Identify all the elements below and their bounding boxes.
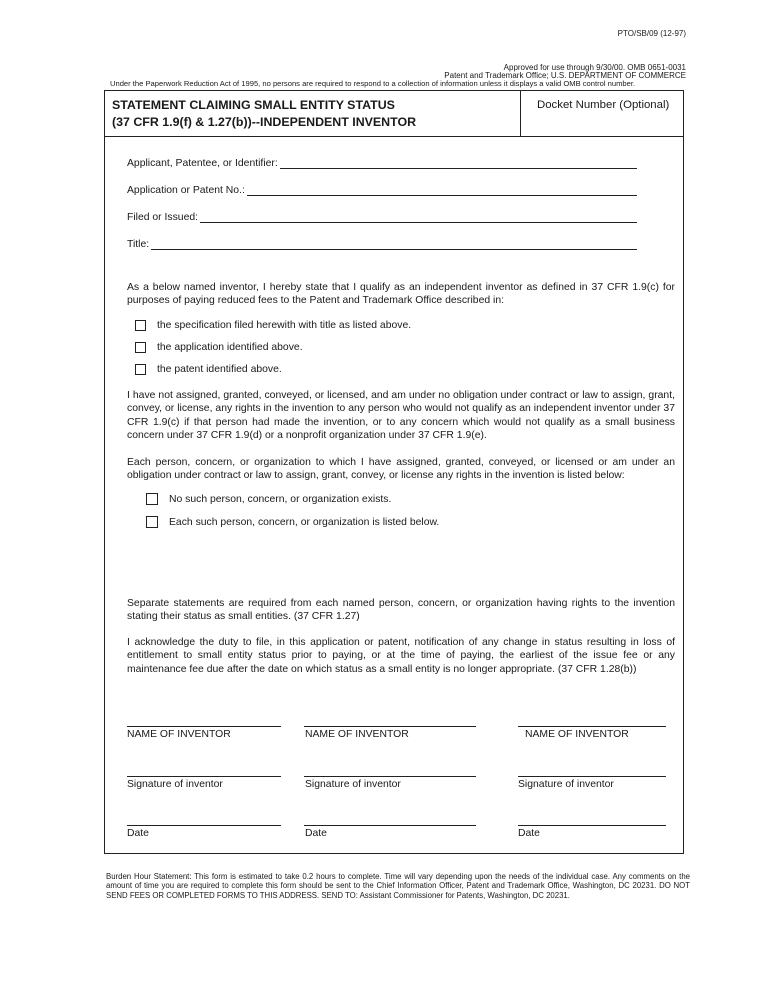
inventor-name-line[interactable]	[518, 726, 666, 727]
scope-option-label: the patent identified above.	[157, 364, 282, 375]
checkbox[interactable]	[135, 364, 146, 375]
date-label: Date	[127, 828, 149, 839]
title-divider	[520, 91, 521, 136]
statement-intro: As a below named inventor, I hereby state that I qualify as an independent inventor as defined in 37 CFR 1.9(c) for purposes of paying reduced fees to the Patent and Trademark Office described in:	[127, 282, 675, 307]
inventor-signature-line[interactable]	[304, 776, 476, 777]
inventor-signature-line[interactable]	[127, 776, 281, 777]
applicant-field-label: Applicant, Patentee, or Identifier:	[127, 158, 278, 169]
inventor-signature-line[interactable]	[518, 776, 666, 777]
checkbox[interactable]	[135, 342, 146, 353]
person-option-label: Each such person, concern, or organization is listed below.	[169, 516, 440, 528]
date-label: Date	[518, 828, 540, 839]
acknowledgement-statement: I acknowledge the duty to file, in this application or patent, notification of any change in status resulting in loss of entitlement to small entity status prior to paying, or at the time of paying, the earliest of the issue fee or any maintenance fee due after the date on which status as a small entity is no longer appropriate. (37 CFR 1.28(b))	[127, 637, 675, 675]
paperwork-notice: Under the Paperwork Reduction Act of 1995, no persons are required to respond to a collection of information unless it displays a valid OMB control number.	[110, 79, 636, 88]
inventor-signature-label: Signature of inventor	[127, 779, 223, 790]
checkbox[interactable]	[146, 493, 158, 505]
scope-option-application[interactable]	[135, 342, 303, 353]
applicant-field-input[interactable]	[280, 157, 637, 169]
docket-number-label: Docket Number (Optional)	[537, 99, 670, 111]
person-option-none[interactable]	[146, 493, 391, 505]
form-title-line-1: STATEMENT CLAIMING SMALL ENTITY STATUS	[112, 98, 395, 112]
applicant-field[interactable]	[127, 157, 637, 169]
agency-line: Patent and Trademark Office; U.S. DEPARTMENT OF COMMERCE	[444, 71, 686, 80]
assignment-statement: I have not assigned, granted, conveyed, or licensed, and am under no obligation under contract or law to assign, grant, convey, or license, any rights in the invention to any person who would not qualify as an independent inventor under 37 CFR 1.9(c) if that person had made the invention, or to any concern which would not qualify as a small business concern under 37 CFR 1.9(d) or a nonprofit organization under 37 CFR 1.9(e).	[127, 390, 675, 442]
filed-issued-label: Filed or Issued:	[127, 212, 199, 223]
inventor-name-label: NAME OF INVENTOR	[305, 729, 409, 740]
scope-option-label: the specification filed herewith with title as listed above.	[157, 320, 412, 331]
form-title-line-2: (37 CFR 1.9(f) & 1.27(b))--INDEPENDENT INVENTOR	[112, 115, 417, 129]
scope-option-patent[interactable]	[135, 364, 282, 375]
application-number-label: Application or Patent No.:	[127, 185, 245, 196]
date-label: Date	[305, 828, 327, 839]
date-line[interactable]	[518, 825, 666, 826]
checkbox[interactable]	[135, 320, 146, 331]
separate-statements-note: Separate statements are required from each named person, concern, or organization having rights to the invention stating their status as small entities. (37 CFR 1.27)	[127, 598, 675, 623]
checkbox[interactable]	[146, 516, 158, 528]
inventor-signature-label: Signature of inventor	[518, 779, 614, 790]
inventor-name-line[interactable]	[127, 726, 281, 727]
form-title	[112, 97, 416, 131]
title-field-label: Title:	[127, 239, 150, 250]
inventor-name-label: NAME OF INVENTOR	[127, 729, 231, 740]
form-id: PTO/SB/09 (12-97)	[617, 29, 686, 38]
person-option-label: No such person, concern, or organization exists.	[169, 493, 392, 505]
application-number-input[interactable]	[247, 184, 637, 196]
inventor-name-line[interactable]	[304, 726, 476, 727]
filed-issued-field[interactable]	[127, 211, 637, 223]
title-field[interactable]	[127, 238, 637, 250]
application-number-field[interactable]	[127, 184, 637, 196]
date-line[interactable]	[304, 825, 476, 826]
filed-issued-input[interactable]	[200, 211, 637, 223]
scope-option-specification[interactable]	[135, 320, 411, 331]
omb-approval: Approved for use through 9/30/00. OMB 0651-0031	[503, 63, 686, 72]
inventor-signature-label: Signature of inventor	[305, 779, 401, 790]
inventor-name-label: NAME OF INVENTOR	[525, 729, 629, 740]
person-option-listed[interactable]	[146, 516, 439, 528]
date-line[interactable]	[127, 825, 281, 826]
title-field-input[interactable]	[151, 238, 637, 250]
scope-option-label: the application identified above.	[157, 342, 303, 353]
each-person-statement: Each person, concern, or organization to which I have assigned, granted, conveyed, or licensed or am under an obligation under contract or law to assign, grant, convey, or license any rights in the invention is listed below:	[127, 457, 675, 482]
burden-hour-statement: Burden Hour Statement: This form is estimated to take 0.2 hours to complete. Time will vary depending upon the needs of the individual case. Any comments on the amount of time you are required to complete this form should be sent to the Chief Information Officer, Patent and Trademark Office, Washington, DC 20231. DO NOT SEND FEES OR COMPLETED FORMS TO THIS ADDRESS. SEND TO: Assistant Commissioner for Patents, Washington, DC 20231.	[106, 872, 690, 900]
